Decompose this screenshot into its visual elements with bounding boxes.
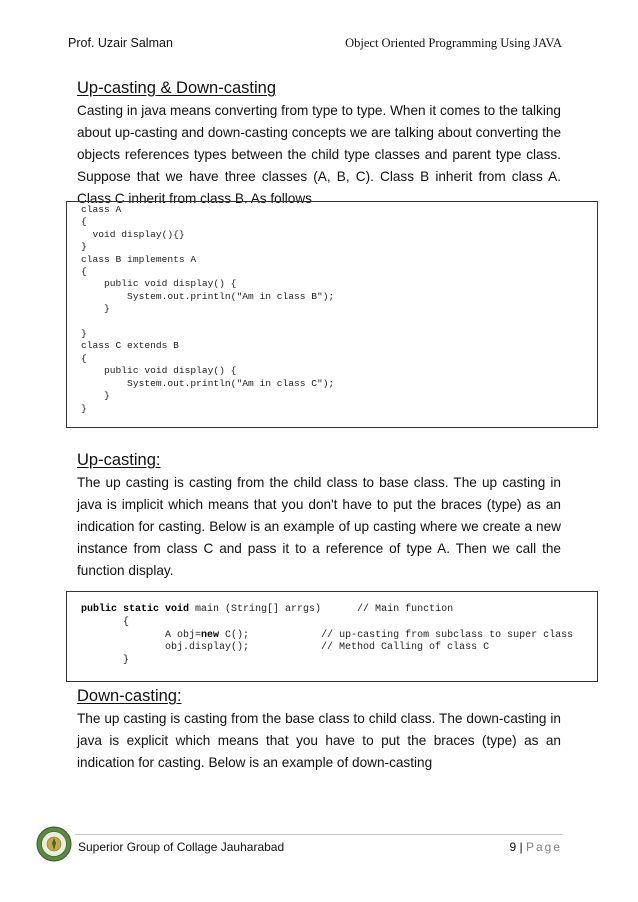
code-line: A obj= <box>81 629 202 641</box>
page-separator: | <box>519 840 523 854</box>
heading-down-casting: Down-casting: <box>77 687 182 705</box>
code-line: { <box>81 216 87 228</box>
code-class-hierarchy <box>67 202 597 415</box>
code-line: class A <box>81 204 122 215</box>
heading-up-down-casting: Up-casting & Down-casting <box>77 79 276 97</box>
page-word: Page <box>525 840 562 854</box>
code-line: } <box>81 655 130 667</box>
code-line: { <box>81 616 130 628</box>
code-line: } <box>81 402 87 414</box>
up-casting-paragraph: The up casting is casting from the child class to base class. The up casting in java is implicit which means that you don't have to put the braces (type) as an indication for casting. Below is an example of up casting where we create a new instance from class C and pass it to a reference of type A. Then we call the function display. <box>77 475 561 578</box>
code-keyword: new <box>201 629 220 641</box>
code-line: System.out.println("Am in class C"); <box>81 377 335 389</box>
page-header <box>68 36 562 58</box>
page-number: 9 <box>509 840 517 854</box>
code-line: } <box>81 390 110 402</box>
code-line: main (String[] arrgs) // Main function <box>189 604 454 615</box>
code-line: C(); // up-casting from subclass to super class <box>219 629 574 641</box>
code-line: void display(){} <box>81 228 185 240</box>
heading-up-casting: Up-casting: <box>77 451 161 469</box>
code-line: public void display() { <box>81 365 237 377</box>
code-up-casting <box>67 592 597 668</box>
college-seal-icon <box>36 826 72 862</box>
code-line: { <box>81 352 87 364</box>
footer-institution: Superior Group of Collage Jauharabad <box>78 840 285 854</box>
code-line: obj.display(); // Method Calling of class C <box>81 642 490 654</box>
intro-paragraph: Casting in java means converting from type to type. When it comes to the talking about up-casting and down-casting concepts we are talking about converting the objects references types between the child type classes and parent type class. Suppose that we have three classes (A, B, C). Class B inherit from class A. Class C inherit from class B. As follows <box>77 103 561 206</box>
header-course-title: Object Oriented Programming Using JAVA <box>345 36 562 50</box>
code-line: class C extends B <box>81 340 179 352</box>
footer-page-indicator <box>509 840 562 854</box>
code-block-class-hierarchy <box>66 201 598 428</box>
code-keyword: public static void <box>81 604 190 615</box>
code-line: } <box>81 328 87 340</box>
code-line: { <box>81 266 87 278</box>
code-line: } <box>81 303 110 315</box>
code-line: public void display() { <box>81 278 237 290</box>
code-block-up-casting <box>66 591 598 682</box>
footer-divider <box>75 834 563 835</box>
code-line: } <box>81 241 87 253</box>
code-line: System.out.println("Am in class B"); <box>81 290 335 302</box>
header-author: Prof. Uzair Salman <box>68 36 173 50</box>
down-casting-paragraph: The up casting is casting from the base class to child class. The down-casting in java is explicit which means that you have to put the braces (type) as an indication for casting. Below is an example of down-casting <box>77 711 561 770</box>
code-line: class B implements A <box>81 253 197 265</box>
